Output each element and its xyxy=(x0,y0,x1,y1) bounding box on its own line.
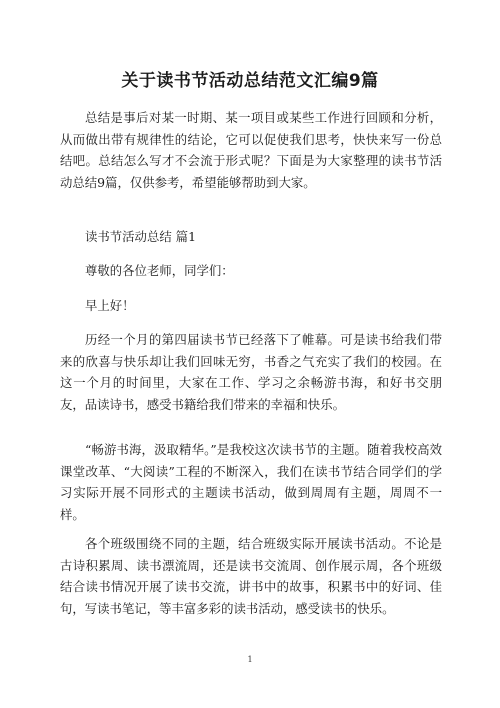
intro-paragraph: 总结是事后对某一时期、某一项目或某些工作进行回顾和分析，从而做出带有规律性的结论，它可以促使我们思考，快快来写一份总结吧。总结怎么写才不会流于形式呢？下面是为大家整理的读书节活动总结9篇，仅供参考，希望能够帮助到大家。 xyxy=(60,110,442,190)
document-title: 关于读书节活动总结范文汇编9篇 xyxy=(121,71,379,91)
greeting: 早上好！ xyxy=(85,298,135,313)
section-heading: 读书节活动总结 篇1 xyxy=(85,229,196,244)
page-number: 1 xyxy=(247,655,253,664)
body-paragraph: “畅游书海，汲取精华。”是我校这次读书节的主题。随着我校高效课堂改革、“大阅读”工程的不断深入，我们在读书节结合同学们的学习实际开展不同形式的主题读书活动，做到周周有主题，周周不一样。 xyxy=(60,442,442,522)
salutation: 尊敬的各位老师，同学们： xyxy=(85,263,234,278)
body-paragraph: 各个班级围绕不同的主题，结合班级实际开展读书活动。不论是古诗积累周、读书漂流周，还是读书交流周、创作展示周，各个班级结合读书情况开展了读书交流，讲书中的故事，积累书中的好词、佳句，写读书笔记，等丰富多彩的读书活动，感受读书的快乐。 xyxy=(60,536,442,616)
body-paragraph: 历经一个月的第四届读书节已经落下了帷幕。可是读书给我们带来的欣喜与快乐却让我们回味无穷，书香之气充实了我们的校园。在这一个月的时间里，大家在工作、学习之余畅游书海，和好书交朋友，品读诗书，感受书籍给我们带来的幸福和快乐。 xyxy=(60,332,442,412)
